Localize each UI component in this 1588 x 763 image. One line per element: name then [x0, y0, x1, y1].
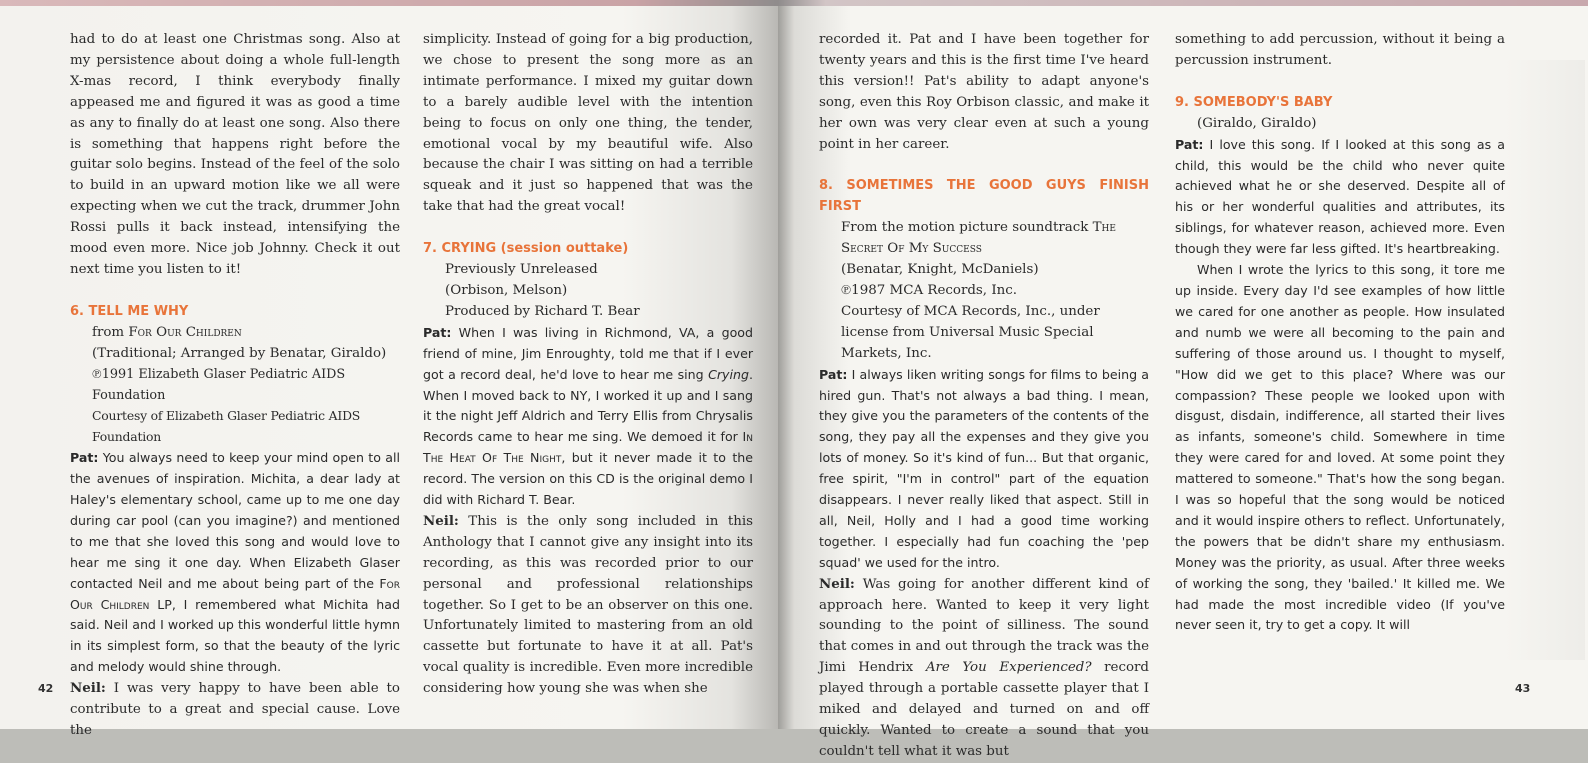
column-2 — [423, 30, 753, 700]
track-8-pat-note: Pat: I always liken writing songs for films to being a hired gun. That's not always a bad thing. I mean, they give you the parameters of the contents of the song, they pay all the expenses and they give you lots of money. So it's kind of fun... But that organic, free spirit, "I'm in control" part of the equation disappears. I never really liked that aspect. Still in all, Neil, Holly and I had a good time working together. I especially had fun coaching the 'pep squad' we used for the intro. — [819, 366, 1149, 570]
col3-intro: recorded it. Pat and I have been together for twenty years and this is the first time I've heard this version!! Pat's ability to adapt anyone's song, even this Roy Orbison classic, and make it her own was very clear even at such a young point in her career. — [819, 32, 1149, 152]
track-8-heading: 8. SOMETIMES THE GOOD GUYS FINISH FIRST — [819, 178, 1149, 215]
track-7-line3: Produced by Richard T. Bear — [445, 303, 640, 319]
column-3 — [819, 30, 1149, 763]
track-8-copyright: ℗1987 MCA Records, Inc. — [841, 282, 1017, 298]
track-9-credits: (Giraldo, Giraldo) — [1197, 115, 1317, 131]
track-6-pat-note: Pat: You always need to keep your mind open to all the avenues of inspiration. Michita, a dear lady at Haley's elementary school, came up to me one day during car pool (can you imagine?) and mentioned to me that she loved this song and would love to hear me sing it one day. When Elizabeth Glaser contacted Neil and me about being part of the For Our Children LP, I remembered what Michita had said. Neil and I worked up this wonderful little hymn in its simplest form, so that the beauty of the lyric and melody would shine through. — [70, 450, 400, 675]
col4-intro: something to add percussion, without it being a percussion instrument. — [1175, 32, 1505, 68]
track-9-pat-note: Pat: I love this song. If I looked at this song as a child, this would be the child who never quite achieved what he or she deserved. Despite all of his or her wonderful qualities and attributes, its siblings, for whatever reason, achieved more. Even though they were far less gifted. It's heartbreaking. — [1175, 136, 1505, 257]
column-4 — [1175, 30, 1505, 636]
track-7-pat-note: Pat: When I was living in Richmond, VA, a good friend of mine, Jim Enroughty, told me that if I ever got a record deal, he'd love to hear me sing Crying. When I moved back to NY, I worked it up and I sang it the night Jeff Aldrich and Terry Ellis from Chrysalis Records came to hear me sing. We demoed it for In The Heat Of The Night, but it never made it to the record. The version on this CD is the original demo I did with Richard T. Bear. — [423, 324, 753, 508]
track-6-neil-note: Neil: I was very happy to have been able to contribute to a great and special cause. Love the — [70, 680, 400, 738]
track-7-line2: (Orbison, Melson) — [445, 282, 568, 298]
track-8-courtesy: Courtesy of MCA Records, Inc., under license from Universal Music Special Markets, Inc. — [841, 303, 1100, 361]
track-6-credits: (Traditional; Arranged by Benatar, Giraldo) — [92, 345, 387, 361]
col1-intro: had to do at least one Christmas song. Also at my persistence about doing a whole full-length X-mas record, I think everybody finally appeased me and figured it was as good a time as any to finally do at least one song. Also there is something that happens right before the guitar solo begins. Instead of the feel of the solo to build in an upward motion like we all were expecting when we cut the track, drummer John Rossi pulls it back instead, intensifying the mood even more. Nice job Johnny. Check it out next time you listen to it! — [70, 32, 400, 277]
show-through — [1505, 60, 1585, 660]
top-edge — [0, 0, 1588, 6]
track-9-heading: 9. SOMEBODY'S BABY — [1175, 94, 1333, 110]
column-1 — [70, 30, 400, 742]
page-number-right: 43 — [1515, 682, 1531, 695]
track-6-from: from For Our Children — [92, 324, 242, 340]
track-6-copyright: ℗1991 Elizabeth Glaser Pediatric AIDS Foundation — [92, 366, 346, 403]
track-6-heading: 6. TELL ME WHY — [70, 303, 189, 319]
track-8-credits: (Benatar, Knight, McDaniels) — [841, 262, 1039, 278]
track-7-line1: Previously Unreleased — [445, 262, 598, 278]
page-number-left: 42 — [38, 682, 54, 695]
track-8-neil-note: Neil: Was going for another different kind of approach here. Wanted to keep it very light sounding to the point of silliness. The sound that comes in and out through the track was the Jimi Hendrix Are You Experienced? record played through a portable cassette player that I miked and delayed and turned on and off quickly. Wanted to create a sound that you couldn't tell what it was but — [819, 575, 1149, 759]
track-8-from: From the motion picture soundtrack The Secret Of My Success — [841, 220, 1116, 257]
col2-intro: simplicity. Instead of going for a big production, we chose to present the song more as an intimate performance. I mixed my guitar down to a barely audible level with the intention being to focus on only one thing, the tender, emotional vocal by my beautiful wife. Also because the chair I was sitting on had a terrible squeak and it just so happened that was the take that had the great vocal! — [423, 32, 753, 215]
track-7-heading: 7. CRYING (session outtake) — [423, 241, 629, 257]
track-6-courtesy: Courtesy of Elizabeth Glaser Pediatric AIDS Foundation — [92, 408, 361, 445]
track-7-neil-note: Neil: This is the only song included in this Anthology that I cannot give any insight into its recording, as this was recorded prior to our personal and professional relationships together. So I get to be an observer on this one. Unfortunately limited to mastering from an old cassette but fortunate to have it at all. Pat's vocal quality is incredible. Even more incredible considering how young she was when she — [423, 512, 753, 697]
track-9-paragraph-2: When I wrote the lyrics to this song, it tore me up inside. Every day I'd see examples of how little we cared for one another as people. How insulated and numb we were all becoming to the pain and suffering of those around us. I thought to myself, "How did we get to this place? Where was our compassion? These people we looked upon with disgust, disdain, indifference, all started their lives as infants, someone's child. Somewhere in time they were cared for and loved. At some point they mattered to someone." That's how the song began. I was so hopeful that the song would be noticed and it would inspire others to reflect. Unfortunately, the powers that be didn't share my enthusiasm. Money was the priority, as usual. After three weeks of working the song, they 'bailed.' It killed me. We had made the most incredible video (If you've never seen it, try to get a copy. It will — [1175, 262, 1505, 633]
